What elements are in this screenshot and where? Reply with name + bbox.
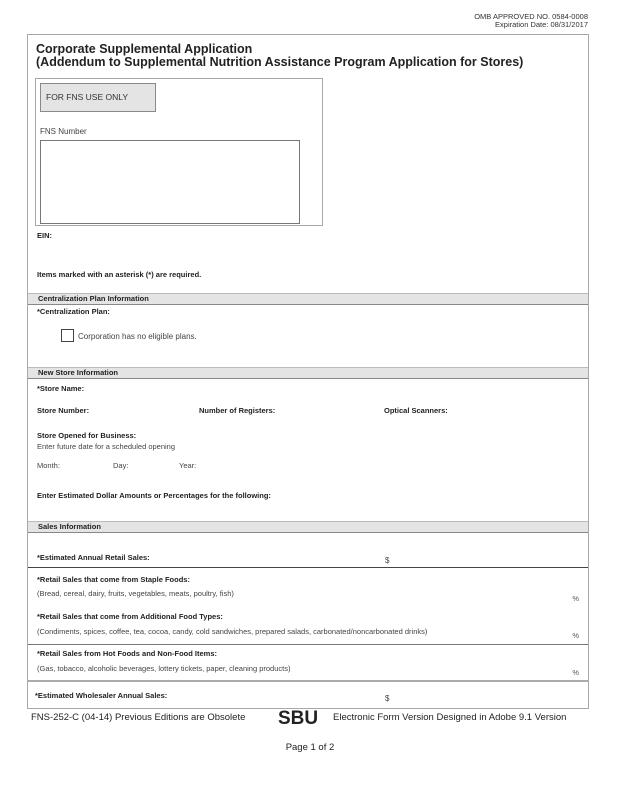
staple-foods-percent: %: [572, 594, 579, 603]
corporate-supplemental-form: [27, 34, 589, 709]
electronic-form-note: Electronic Form Version Designed in Adobe 9.1 Version: [333, 712, 567, 723]
month-label: Month:: [37, 461, 60, 470]
omb-number: OMB APPROVED NO. 0584-0008: [474, 12, 588, 21]
year-label: Year:: [179, 461, 197, 470]
wholesaler-sales-label: *Estimated Wholesaler Annual Sales:: [35, 691, 168, 700]
store-opened-hint: Enter future date for a scheduled opening: [37, 442, 176, 451]
form-title-line1: Corporate Supplemental Application: [36, 42, 253, 56]
section-sales: Sales Information: [28, 521, 588, 533]
form-title-line2: (Addendum to Supplemental Nutrition Assistance Program Application for Stores): [36, 55, 524, 69]
ein-label: EIN:: [37, 231, 52, 240]
fns-use-only-box: [35, 78, 323, 226]
section-new-store: New Store Information: [28, 367, 588, 379]
expiration-date: Expiration Date: 08/31/2017: [495, 20, 588, 29]
divider: [28, 567, 588, 568]
fns-number-label: FNS Number: [40, 127, 87, 136]
centralization-plan-label: *Centralization Plan:: [37, 307, 110, 316]
store-opened-label: Store Opened for Business:: [37, 431, 137, 440]
additional-foods-label: *Retail Sales that come from Additional Food Types:: [37, 612, 223, 621]
form-code: FNS-252-C (04-14) Previous Editions are Obsolete: [31, 712, 246, 723]
staple-foods-hint: (Bread, cereal, dairy, fruits, vegetables, meats, poultry, fish): [37, 589, 234, 598]
registers-label: Number of Registers:: [199, 406, 276, 415]
fns-use-only-label: FOR FNS USE ONLY: [40, 83, 156, 112]
optical-scanners-label: Optical Scanners:: [384, 406, 448, 415]
day-label: Day:: [113, 461, 129, 470]
store-name-label: *Store Name:: [37, 384, 85, 393]
divider: [28, 644, 588, 645]
divider: [28, 680, 588, 682]
page-number: Page 1 of 2: [285, 742, 335, 753]
no-eligible-plans-checkbox[interactable]: [61, 329, 74, 342]
additional-foods-percent: %: [572, 631, 579, 640]
estimate-instruction: Enter Estimated Dollar Amounts or Percentages for the following:: [37, 491, 271, 500]
annual-retail-sales-dollar: $: [385, 556, 390, 565]
wholesaler-sales-dollar: $: [385, 694, 390, 703]
additional-foods-hint: (Condiments, spices, coffee, tea, cocoa, candy, cold sandwiches, prepared salads, carbonated/noncarbonated drinks): [37, 627, 428, 636]
hot-foods-hint: (Gas, tobacco, alcoholic beverages, lottery tickets, paper, cleaning products): [37, 664, 291, 673]
sbu-mark: SBU: [278, 708, 319, 729]
no-eligible-plans-label: Corporation has no eligible plans.: [78, 332, 197, 341]
omb-approval: [474, 13, 588, 29]
section-centralization: Centralization Plan Information: [28, 293, 588, 305]
required-note: Items marked with an asterisk (*) are required.: [37, 270, 202, 279]
fns-number-field[interactable]: [40, 140, 300, 224]
hot-foods-percent: %: [572, 668, 579, 677]
store-number-label: Store Number:: [37, 406, 90, 415]
hot-foods-label: *Retail Sales from Hot Foods and Non-Food Items:: [37, 649, 218, 658]
form-title: [36, 43, 523, 69]
annual-retail-sales-label: *Estimated Annual Retail Sales:: [37, 553, 150, 562]
staple-foods-label: *Retail Sales that come from Staple Foods:: [37, 575, 190, 584]
